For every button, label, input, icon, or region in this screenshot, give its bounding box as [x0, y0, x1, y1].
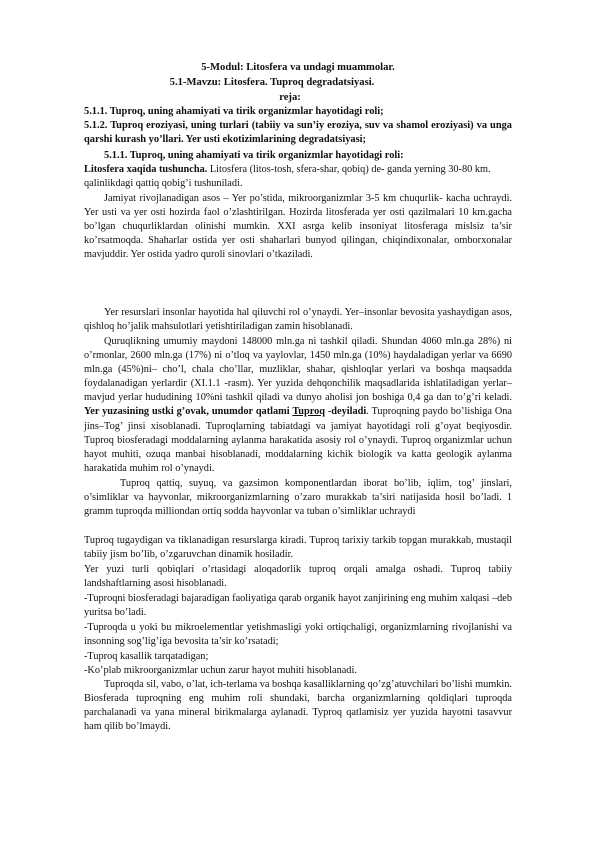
definition-term: Litosfera xaqida tushuncha. [84, 164, 208, 175]
section-heading: 5.1.1. Tuproq, uning ahamiyati va tirik organizmlar hayotidagi roli: [104, 150, 404, 161]
topic-title: 5.1-Mavzu: Litosfera. Tuproq degradatsiyasi. [169, 77, 375, 88]
definition-text: Litosfera (litos-tosh, sfera-shar, qobiq) de- ganda yerning 30-80 km. qalinlikdagi qattiq qobig’i tushuniladi. [84, 164, 491, 190]
paragraph-3-text: Quruqlikning umumiy maydoni 148000 mln.ga ni tashkil qiladi. Shundan 4060 mln.ga 28%) ni o’rmonlar, 2600 mln.ga (17%) ni o’tloq va yaylovlar, 1450 mln.ga (10%) haydaladigan yerlar va 6690 mln.ga (45%)ni– cho’l, chala cho’llar, muzliklar, shahar, qishloqlar yerlari va boshqa maqsadda foydalanadigan yerlardir (XI.1.1 -rasm). Yer yuzida dehqonchilik maqsadlarida ishlatiladigan yerlar–mavjud yerlar hududining 10%ni tashkil qiladi va dunyo aholisi jon boshiga 0,4 ga dan to’g’ri keladi. [84, 336, 512, 404]
paragraph-3-underlined-term: Tuproq [292, 406, 325, 418]
paragraph-3-tail: . Tuproqning paydo bo’lishiga Ona jins–Tog’ jinsi xisoblanadi. Tuproqlarning tabiatdagi va jamiyat hayotidagi roli g’oyat beqiyosdir. Tuproq biosferadagi moddalarning aylanma harakatida asosiy rol o’ynaydi. Tuproq organizmlar uchun hayot muhiti, ozuqa manbai hisoblanadi, moddalarning kichik biologik va katta geologik aylanma harakatida muhim rol o’ynaydi. [84, 406, 512, 474]
paragraph-3 [84, 335, 512, 476]
paragraph-5: Tuproq tugaydigan va tiklanadigan resurslarga kiradi. Tuproq tarixiy tarkib topgan murakkab, mustaqil tabiiy jism bo’lib, o’zgaruvchan dinamik hosiladir. [84, 535, 512, 561]
module-title: 5-Modul: Litosfera va undagi muammolar. [201, 62, 395, 73]
plan-item-2: 5.1.2. Tuproq eroziyasi, uning turlari (tabiiy va sun’iy eroziya, suv va shamol eroziyasi) va unga qarshi kurash yo’llari. Yer usti ekotizimlarining degradatsiyasi; [84, 120, 512, 146]
bullet-3: -Tuproq kasallik tarqatadigan; [84, 651, 209, 662]
bullet-2: -Tuproqda u yoki bu mikroelementlar yetishmasligi yoki ortiqchaligi, organizmlarning rivojlanishi va insonning sog’lig’iga bevosita ta’sir ko’rsatadi; [84, 622, 512, 648]
paragraph-2: Yer resurslari insonlar hayotida hal qiluvchi rol o’ynaydi. Yer–insonlar bevosita yashaydigan asos, qishloq ho’jalik mahsulotlari yetishtiriladigan zamin hisoblanadi. [84, 307, 512, 333]
paragraph-4: Tuproq qattiq, suyuq, va gazsimon komponentlardan iborat bo’lib, iqlim, tog’ jinslari, o’simliklar va hayvonlar, mikroorganizmlarning o’zaro murakkab ta’siri natijasida hosil bo’ladi. 1 gramm tuproqda milliondan ortiq sodda hayvonlar va tuban o’simliklar uchraydi [84, 478, 512, 518]
paragraph-3-bold-suffix: -deyiladi [324, 406, 367, 418]
paragraph-3-bold: Yer yuzasining ustki g’ovak, unumdor qatlami [84, 406, 293, 418]
definition-paragraph [84, 163, 512, 191]
paragraph-7: Tuproqda sil, vabo, o’lat, ich-terlama va boshqa kasalliklarning qo’zg’atuvchilari bo’lishi mumkin. Biosferada tuproqning eng muhim roli shundaki, barcha organizmlarning qoldiqlari tuproqda parchalanadi va yana mineral birikmalarga aylanadi. Typroq qatlamisiz yer yuzida hayotni tasavvur ham qilib bo’lmaydi. [84, 679, 512, 733]
plan-label: reja: [279, 92, 301, 103]
plan-item-1: 5.1.1. Tuproq, uning ahamiyati va tirik organizmlar hayotidagi roli; [84, 106, 384, 117]
bullet-1: -Tuproqni biosferadagi bajaradigan faoliyatiga qarab organik hayot zanjirining eng muhim xalqasi –deb yuritsa bo’ladi. [84, 593, 512, 619]
paragraph-6: Yer yuzi turli qobiqlari o’rtasidagi aloqadorlik tuproq orqali amalga oshadi. Tuproq tabiiy landshaftlarning asosi hisoblanadi. [84, 564, 512, 590]
bullet-4: -Ko’plab mikroorganizmlar uchun zarur hayot muhiti hisoblanadi. [84, 665, 357, 676]
paragraph-1: Jamiyat rivojlanadigan asos – Yer po’stida, mikroorganizmlar 3-5 km chuqurlik- kacha uchraydi. Yer usti va yer osti hozirda faol o’zlashtirilgan. Hozirda litosferada yer osti qazilmalari 10 km.gacha bo’lgan chuqurliklardan olinishi mumkin. XXI asrga kelib insoniyat litosferaga mislsiz ta’sir ko’rsatmoqda. Shaharlar ostida yer osti shaharlari bunyod qilingan, chiqindixonalar, omborxonalar mavjuddir. Yer ostida yadro quroli sinovlari o’tkaziladi. [84, 193, 512, 261]
